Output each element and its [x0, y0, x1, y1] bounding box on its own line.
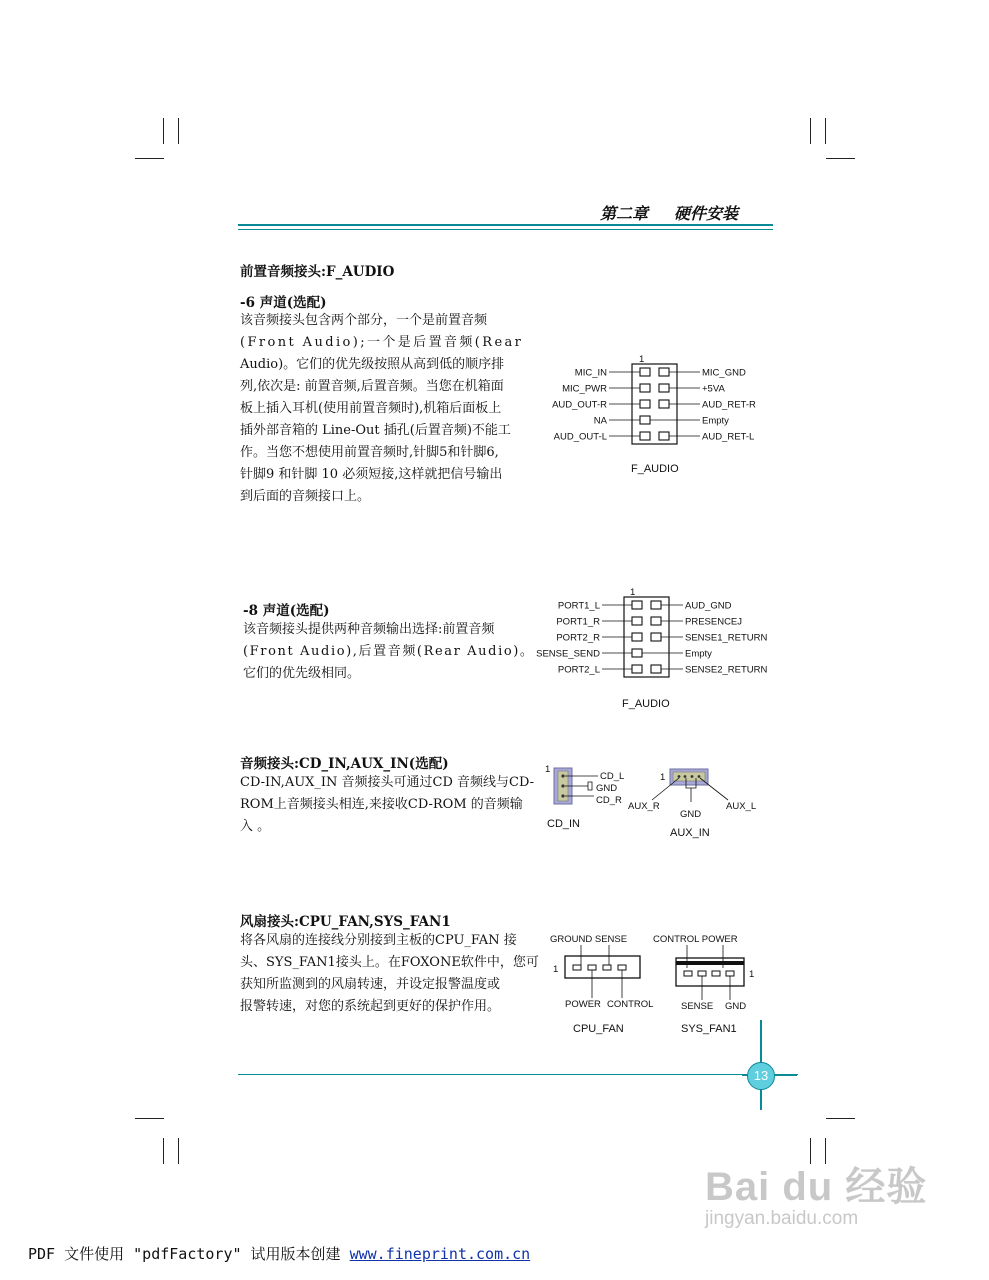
text-line: 列,依次是: 前置音频,后置音频。当您在机箱面: [240, 379, 504, 394]
paragraph-cd-aux: [240, 772, 535, 838]
crop-mark: [135, 1118, 164, 1119]
crop-mark: [163, 1138, 164, 1164]
text-line: 获知所监测到的风扇转速，并设定报警温度或: [240, 977, 501, 992]
pin1-label: 1: [639, 354, 645, 365]
left-pin-label: AUD_OUT-R: [552, 399, 607, 411]
aux-lead: [652, 778, 679, 800]
right-pin-label: SENSE1_RETURN: [685, 632, 768, 644]
header-pin: [651, 617, 661, 625]
crop-mark: [163, 118, 164, 144]
aux-in-caption: AUX_IN: [670, 827, 710, 839]
text-line: 该音频接头包含两个部分，一个是前置音频: [240, 313, 488, 328]
f-audio-8ch-diagram: [536, 585, 768, 710]
cpu-fan-bottom-label: CONTROL: [607, 999, 654, 1010]
f-audio-caption: F_AUDIO: [631, 463, 679, 475]
sys-pin: [698, 971, 706, 976]
text-line: 头、SYS_FAN1接头上。在FOXONE软件中，您可: [240, 955, 539, 970]
right-pin-label: SENSE2_RETURN: [685, 664, 768, 676]
text-line: 插外部音箱的 Line-Out 插孔(后置音频)不能工: [240, 423, 511, 438]
cd-pin: [561, 774, 564, 777]
text-line: (Front Audio);一个是后置音频(Rear: [240, 335, 524, 350]
header-pin: [632, 633, 642, 641]
sys-fan-caption: SYS_FAN1: [681, 1023, 737, 1035]
sys-fan-bottom-label: GND: [725, 1001, 747, 1012]
crop-mark: [178, 118, 179, 144]
paragraph-fan: [240, 930, 539, 1018]
header-pin: [659, 368, 669, 376]
subsection-6ch: -6 声道(选配): [240, 295, 327, 311]
crop-mark: [810, 118, 811, 144]
fan-diagram: [545, 928, 770, 1038]
text-line: 它们的优先级相同。: [243, 666, 361, 681]
sys-pin: [726, 971, 734, 976]
cpu-fan-bottom-label: POWER: [565, 999, 601, 1010]
chapter-header: [600, 201, 765, 224]
subsection-8ch: -8 声道(选配): [243, 603, 330, 619]
cd-pin1-label: 1: [545, 764, 551, 775]
left-pin-label: NA: [593, 415, 607, 427]
sys-fan-bar: [676, 961, 744, 965]
aux-pin: [698, 775, 701, 778]
left-pin-label: MIC_PWR: [562, 383, 607, 395]
cpu-fan-top-labels: GROUND SENSE: [550, 934, 628, 945]
chapter-title: 硬件安装: [674, 204, 739, 223]
header-pin: [632, 617, 642, 625]
watermark-url: jingyan.baidu.com: [705, 1208, 859, 1229]
sys-fan-bottom-label: SENSE: [681, 1001, 714, 1012]
text-line: Audio)。它们的优先级按照从高到低的顺序排: [240, 357, 505, 372]
header-pin: [632, 601, 642, 609]
cpu-pin: [573, 965, 581, 970]
sys-fan-top-labels: CONTROL POWER: [653, 934, 738, 945]
watermark-logo: Bai du 经验: [705, 1165, 928, 1209]
aux-lead: [700, 778, 728, 800]
header-pin: [632, 665, 642, 673]
left-pin-label: PORT1_R: [556, 616, 600, 628]
section-title-front-audio: 前置音频接头:F_AUDIO: [240, 264, 395, 280]
cpu-pin1-label: 1: [553, 964, 559, 975]
pdf-footer: [28, 1243, 530, 1264]
text-line: (Front Audio),后置音频(Rear Audio)。: [243, 644, 535, 659]
chapter-number: 第二章: [600, 204, 649, 223]
cd-label: CD_R: [596, 795, 622, 806]
paragraph-front-audio: [240, 310, 535, 508]
footer-rule: [238, 1074, 798, 1075]
text-line: 到后面的音频接口上。: [240, 489, 371, 504]
text-line: CD-IN,AUX_IN 音频接头可通过CD 音频线与CD-: [240, 775, 535, 790]
cd-label: CD_L: [600, 771, 625, 782]
aux-label: GND: [680, 809, 702, 820]
cd-pin: [561, 784, 564, 787]
header-pin: [651, 665, 661, 673]
text-line: 该音频接头提供两种音频输出选择:前置音频: [243, 622, 495, 637]
aux-label: AUX_L: [726, 801, 757, 812]
left-pin-label: SENSE_SEND: [536, 648, 600, 660]
header-pin: [651, 633, 661, 641]
left-pin-label: MIC_IN: [574, 367, 607, 379]
cpu-pin: [588, 965, 596, 970]
header-pin: [640, 400, 650, 408]
sys-pin: [712, 971, 720, 976]
section-title-fan: 风扇接头:CPU_FAN,SYS_FAN1: [240, 914, 451, 930]
cpu-pin: [603, 965, 611, 970]
text-line: 板上插入耳机(使用前置音频时),机箱后面板上: [240, 401, 502, 416]
right-pin-label: MIC_GND: [702, 367, 746, 379]
crop-mark: [825, 118, 826, 144]
aux-pin1-label: 1: [660, 772, 666, 783]
aux-pin: [684, 775, 687, 778]
pin1-label: 1: [630, 587, 636, 598]
header-rule-thin: [238, 229, 773, 230]
header-pin: [632, 649, 642, 657]
left-pin-label: PORT2_L: [557, 664, 600, 676]
right-pin-label: AUD_RET-L: [702, 431, 755, 443]
cd-in-caption: CD_IN: [547, 818, 581, 830]
header-rule: [238, 224, 773, 226]
section-title-cd-aux: 音频接头:CD_IN,AUX_IN(选配): [240, 756, 449, 772]
text-line: ROM上音频接头相连,来接收CD-ROM 的音频输: [240, 797, 523, 812]
text-line: 作。当您不想使用前置音频时,针脚5和针脚6,: [240, 445, 499, 460]
right-pin-label: PRESENCEJ: [685, 616, 743, 628]
page-number-badge: [747, 1062, 775, 1090]
crop-mark: [826, 158, 855, 159]
crop-mark: [826, 1118, 855, 1119]
right-pin-label: AUD_RET-R: [702, 399, 756, 411]
cpu-fan-caption: CPU_FAN: [573, 1023, 624, 1035]
right-pin-label: Empty: [685, 648, 712, 660]
text-line: 报警转速，对您的系统起到更好的保护作用。: [240, 999, 501, 1014]
right-pin-label: Empty: [702, 415, 729, 427]
f-audio-6ch-diagram: [545, 350, 770, 480]
header-pin: [651, 601, 661, 609]
aux-pin: [678, 775, 681, 778]
text-line: 入 。: [240, 819, 271, 834]
sys-pin1-label: 1: [749, 969, 755, 980]
header-pin: [640, 432, 650, 440]
sys-pin: [684, 971, 692, 976]
crop-mark: [135, 158, 164, 159]
left-pin-label: AUD_OUT-L: [553, 431, 607, 443]
f-audio-caption: F_AUDIO: [622, 698, 670, 710]
header-pin: [659, 384, 669, 392]
pdf-footer-text: PDF 文件使用 "pdfFactory" 试用版本创建: [28, 1245, 350, 1263]
cpu-pin: [618, 965, 626, 970]
aux-label: AUX_R: [628, 801, 660, 812]
header-pin: [659, 400, 669, 408]
paragraph-8ch: [243, 619, 538, 685]
text-line: 针脚9 和针脚 10 必须短接,这样就把信号输出: [240, 467, 503, 482]
left-pin-label: PORT1_L: [557, 600, 600, 612]
header-pin: [640, 384, 650, 392]
aux-pin: [691, 775, 694, 778]
cd-aux-diagram: [540, 760, 765, 845]
page-number: 13: [753, 1068, 769, 1083]
cd-label: GND: [596, 783, 618, 794]
pdf-footer-link[interactable]: www.fineprint.com.cn: [349, 1245, 531, 1263]
left-pin-label: PORT2_R: [556, 632, 600, 644]
text-line: 将各风扇的连接线分别接到主板的CPU_FAN 接: [240, 933, 517, 948]
crop-mark: [178, 1138, 179, 1164]
right-pin-label: +5VA: [702, 383, 725, 395]
right-pin-label: AUD_GND: [685, 600, 732, 612]
header-pin: [659, 432, 669, 440]
cd-pin: [561, 794, 564, 797]
header-pin: [640, 368, 650, 376]
header-pin: [640, 416, 650, 424]
